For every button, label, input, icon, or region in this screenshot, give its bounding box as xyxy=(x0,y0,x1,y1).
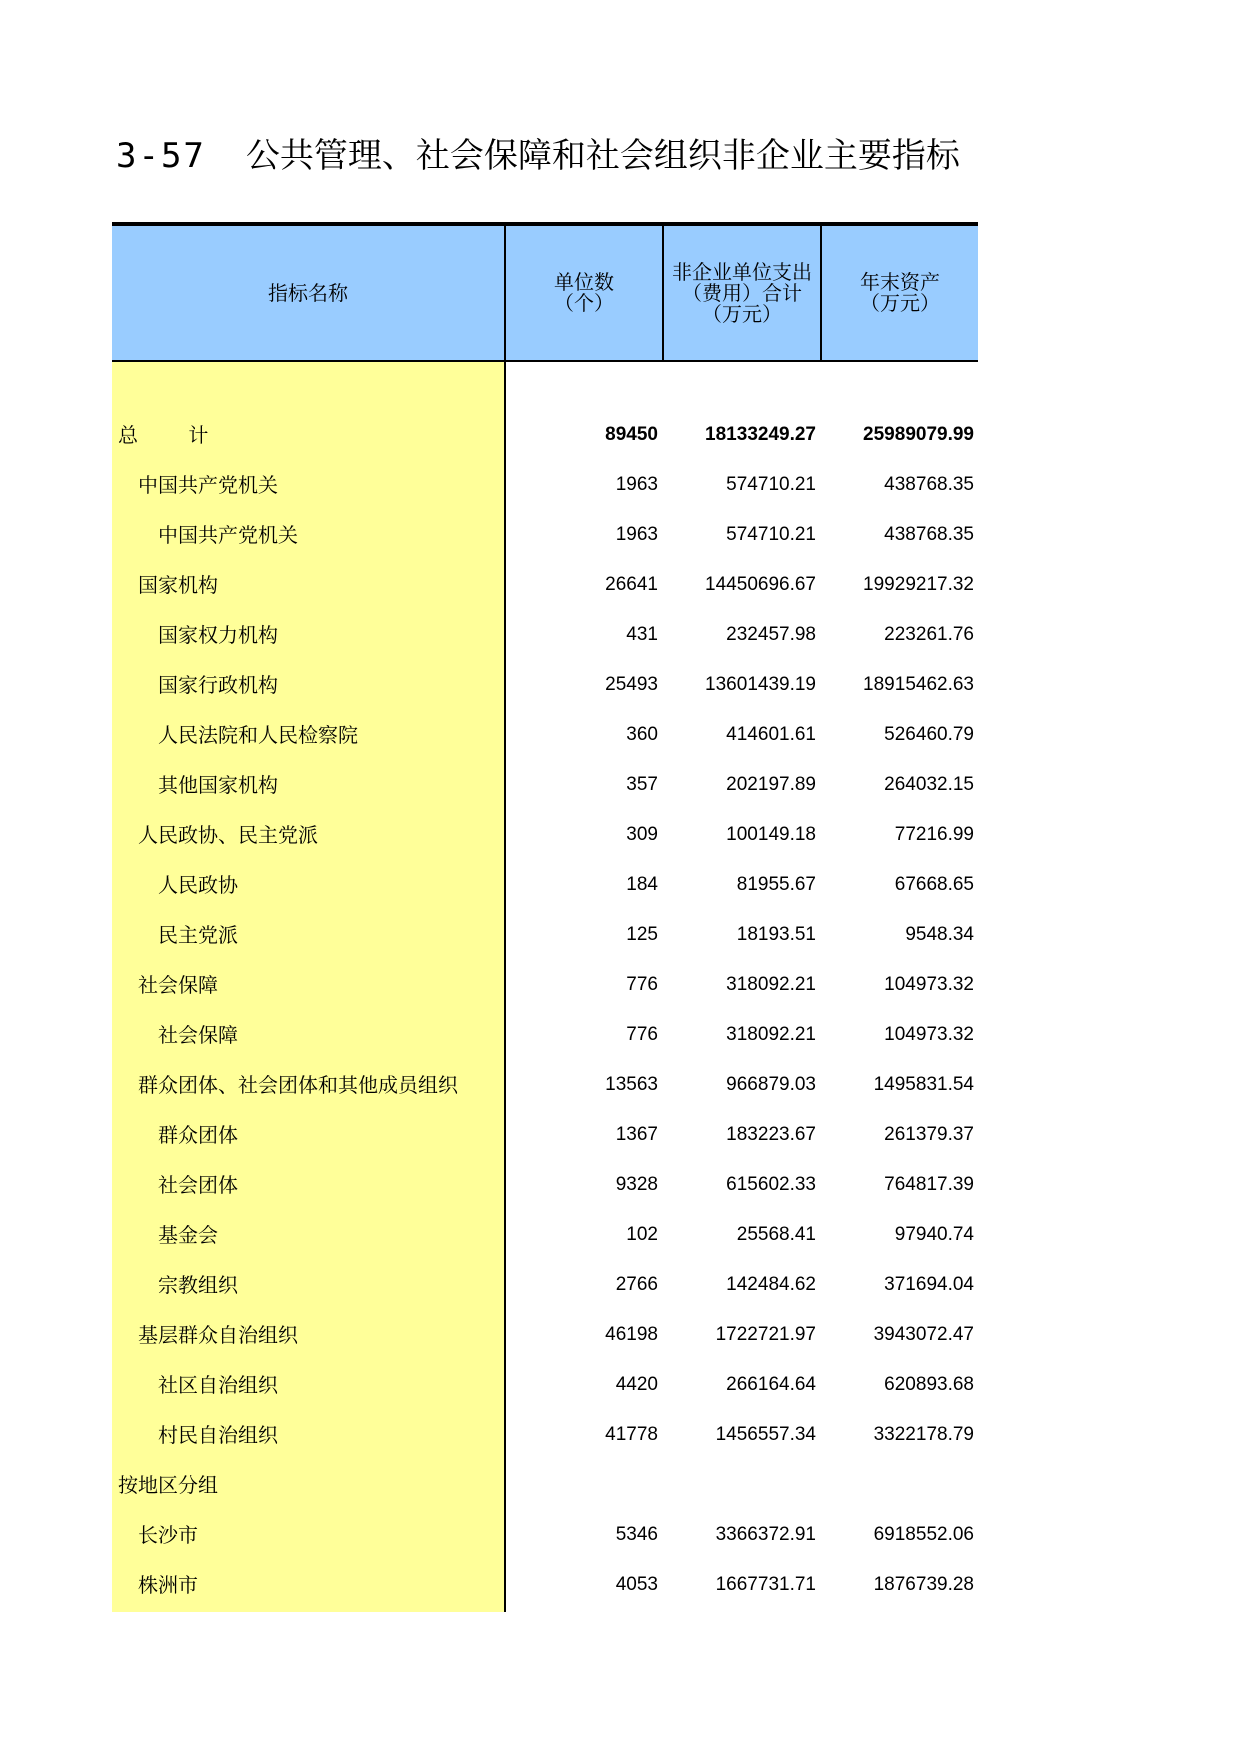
cell-year-end-assets: 6918552.06 xyxy=(873,1524,974,1545)
header-assets-line1: 年末资产 xyxy=(860,270,940,294)
cell-year-end-assets: 77216.99 xyxy=(894,824,974,845)
table-row xyxy=(112,1060,978,1110)
row-indicator-name: 宗教组织 xyxy=(158,1273,238,1297)
cell-expense-total: 266164.64 xyxy=(726,1374,816,1395)
cell-expense-total: 318092.21 xyxy=(726,974,816,995)
row-indicator-name: 按地区分组 xyxy=(118,1473,218,1497)
cell-expense-total: 100149.18 xyxy=(726,824,816,845)
table-row xyxy=(112,560,978,610)
table-row xyxy=(112,1110,978,1160)
header-expense-line2: （费用）合计 xyxy=(682,280,802,305)
row-indicator-name: 人民政协、民主党派 xyxy=(138,823,318,847)
cell-year-end-assets: 223261.76 xyxy=(884,624,974,645)
cell-expense-total: 18133249.27 xyxy=(705,424,816,445)
table-row xyxy=(112,910,978,960)
table-row xyxy=(112,710,978,760)
row-indicator-name: 中国共产党机关 xyxy=(138,473,278,497)
cell-unit-count: 1963 xyxy=(615,474,658,495)
cell-expense-total: 13601439.19 xyxy=(705,674,816,695)
cell-year-end-assets: 764817.39 xyxy=(884,1174,974,1195)
table-row xyxy=(112,1460,978,1510)
header-unit-count-line2: （个） xyxy=(554,291,614,315)
table-row xyxy=(112,1360,978,1410)
cell-year-end-assets: 25989079.99 xyxy=(863,424,974,445)
row-indicator-name: 社会保障 xyxy=(138,973,218,997)
cell-year-end-assets: 104973.32 xyxy=(884,1024,974,1045)
row-indicator-name: 国家机构 xyxy=(138,573,218,597)
table-row xyxy=(112,1210,978,1260)
row-indicator-name: 群众团体 xyxy=(158,1123,238,1147)
cell-unit-count: 184 xyxy=(626,874,658,895)
row-indicator-name: 人民法院和人民检察院 xyxy=(158,723,358,747)
cell-unit-count: 102 xyxy=(626,1224,658,1245)
table-row xyxy=(112,610,978,660)
header-indicator-name: 指标名称 xyxy=(268,280,348,305)
cell-expense-total: 202197.89 xyxy=(726,774,816,795)
row-indicator-name: 社会保障 xyxy=(158,1023,238,1047)
table-row xyxy=(112,960,978,1010)
header-unit-count xyxy=(506,226,662,360)
cell-expense-total: 18193.51 xyxy=(736,924,816,945)
cell-year-end-assets: 620893.68 xyxy=(884,1374,974,1395)
row-indicator-name: 人民政协 xyxy=(158,873,238,897)
row-indicator-name: 总 计 xyxy=(118,423,231,447)
header-expense-total xyxy=(664,226,820,360)
cell-unit-count: 26641 xyxy=(605,574,658,595)
cell-expense-total: 25568.41 xyxy=(736,1224,816,1245)
cell-expense-total xyxy=(664,1460,816,1510)
cell-expense-total: 81955.67 xyxy=(736,874,816,895)
cell-unit-count: 125 xyxy=(626,924,658,945)
row-indicator-name: 其他国家机构 xyxy=(158,773,278,797)
cell-unit-count: 309 xyxy=(626,824,658,845)
cell-unit-count xyxy=(506,1460,658,1510)
cell-year-end-assets: 264032.15 xyxy=(884,774,974,795)
header-expense-line1: 非企业单位支出 xyxy=(672,259,812,284)
table-row xyxy=(112,1160,978,1210)
cell-expense-total: 3366372.91 xyxy=(715,1524,816,1545)
page-title xyxy=(116,128,960,177)
row-indicator-name: 基金会 xyxy=(158,1223,218,1247)
table-row xyxy=(112,760,978,810)
cell-expense-total: 1456557.34 xyxy=(715,1424,816,1445)
table-row xyxy=(112,460,978,510)
cell-unit-count: 13563 xyxy=(605,1074,658,1095)
row-indicator-name: 国家行政机构 xyxy=(158,673,278,697)
cell-unit-count: 89450 xyxy=(605,424,658,445)
cell-year-end-assets xyxy=(822,1460,974,1510)
cell-expense-total: 183223.67 xyxy=(726,1124,816,1145)
table-title: 公共管理、社会保障和社会组织非企业主要指标 xyxy=(245,136,960,176)
row-indicator-name: 国家权力机构 xyxy=(158,623,278,647)
cell-unit-count: 360 xyxy=(626,724,658,745)
table-row xyxy=(112,510,978,560)
table-number: 3-57 xyxy=(116,136,206,176)
cell-expense-total: 142484.62 xyxy=(726,1274,816,1295)
cell-year-end-assets: 438768.35 xyxy=(884,524,974,545)
table-row xyxy=(112,1010,978,1060)
cell-expense-total: 574710.21 xyxy=(726,524,816,545)
cell-unit-count: 1367 xyxy=(615,1124,658,1145)
row-indicator-name: 社会团体 xyxy=(158,1173,238,1197)
row-indicator-name: 群众团体、社会团体和其他成员组织 xyxy=(138,1073,458,1097)
cell-year-end-assets: 97940.74 xyxy=(894,1224,974,1245)
table-row xyxy=(112,410,978,460)
header-expense-line3: （万元） xyxy=(702,301,782,326)
cell-expense-total: 966879.03 xyxy=(726,1074,816,1095)
table-row xyxy=(112,1260,978,1310)
cell-unit-count: 5346 xyxy=(615,1524,658,1545)
cell-expense-total: 414601.61 xyxy=(726,724,816,745)
header-year-end-assets xyxy=(822,226,978,360)
row-indicator-name: 株洲市 xyxy=(138,1573,198,1597)
cell-expense-total: 1722721.97 xyxy=(715,1324,816,1345)
cell-unit-count: 2766 xyxy=(615,1274,658,1295)
table-row xyxy=(112,1560,978,1610)
cell-year-end-assets: 438768.35 xyxy=(884,474,974,495)
cell-year-end-assets: 9548.34 xyxy=(905,924,974,945)
cell-year-end-assets: 67668.65 xyxy=(894,874,974,895)
cell-expense-total: 615602.33 xyxy=(726,1174,816,1195)
cell-unit-count: 776 xyxy=(626,1024,658,1045)
cell-year-end-assets: 3322178.79 xyxy=(873,1424,974,1445)
row-indicator-name: 中国共产党机关 xyxy=(158,523,298,547)
cell-year-end-assets: 19929217.32 xyxy=(863,574,974,595)
cell-unit-count: 1963 xyxy=(615,524,658,545)
row-indicator-name: 长沙市 xyxy=(138,1523,198,1547)
cell-year-end-assets: 1876739.28 xyxy=(873,1574,974,1595)
cell-unit-count: 25493 xyxy=(605,674,658,695)
cell-year-end-assets: 371694.04 xyxy=(884,1274,974,1295)
cell-year-end-assets: 104973.32 xyxy=(884,974,974,995)
table-row xyxy=(112,1310,978,1360)
table-row xyxy=(112,810,978,860)
table-row xyxy=(112,660,978,710)
cell-year-end-assets: 3943072.47 xyxy=(873,1324,974,1345)
table-row xyxy=(112,860,978,910)
cell-unit-count: 9328 xyxy=(615,1174,658,1195)
row-indicator-name: 社区自治组织 xyxy=(158,1373,278,1397)
table-row xyxy=(112,1510,978,1560)
cell-expense-total: 14450696.67 xyxy=(705,574,816,595)
cell-unit-count: 41778 xyxy=(605,1424,658,1445)
table-header xyxy=(112,226,978,362)
cell-year-end-assets: 526460.79 xyxy=(884,724,974,745)
cell-unit-count: 776 xyxy=(626,974,658,995)
cell-year-end-assets: 1495831.54 xyxy=(873,1074,974,1095)
cell-expense-total: 232457.98 xyxy=(726,624,816,645)
cell-unit-count: 4053 xyxy=(615,1574,658,1595)
cell-year-end-assets: 18915462.63 xyxy=(863,674,974,695)
row-indicator-name: 村民自治组织 xyxy=(158,1423,278,1447)
cell-unit-count: 4420 xyxy=(615,1374,658,1395)
header-assets-line2: （万元） xyxy=(860,291,940,315)
cell-expense-total: 574710.21 xyxy=(726,474,816,495)
cell-expense-total: 318092.21 xyxy=(726,1024,816,1045)
header-unit-count-line1: 单位数 xyxy=(554,270,614,294)
cell-expense-total: 1667731.71 xyxy=(715,1574,816,1595)
row-indicator-name: 基层群众自治组织 xyxy=(138,1323,298,1347)
cell-unit-count: 431 xyxy=(626,624,658,645)
table-row xyxy=(112,1410,978,1460)
row-indicator-name: 民主党派 xyxy=(158,923,238,947)
cell-year-end-assets: 261379.37 xyxy=(884,1124,974,1145)
cell-unit-count: 46198 xyxy=(605,1324,658,1345)
cell-unit-count: 357 xyxy=(626,774,658,795)
